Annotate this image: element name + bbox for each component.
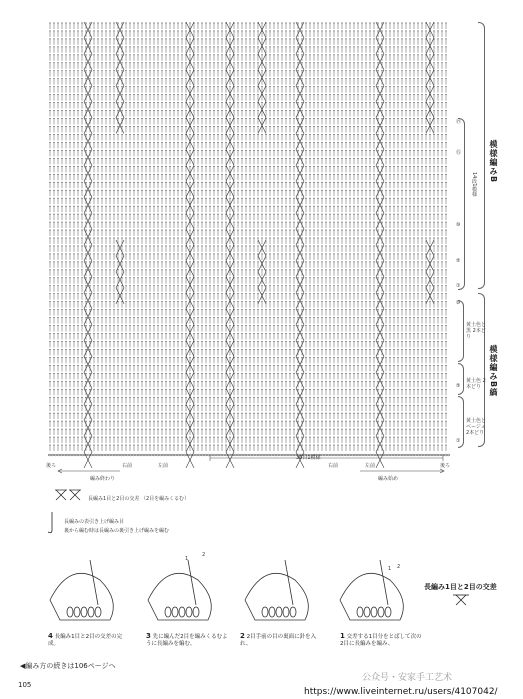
row-marker-19: ⑲: [456, 119, 462, 125]
step-caption-4: [48, 633, 133, 648]
legend-cross-text: 長編み1目と2目の交差 （2目を編みくるむ）: [88, 496, 190, 502]
watermark-text: 公众号・安家手工艺术: [362, 673, 453, 683]
legend-post-stitch-icon: [48, 512, 52, 533]
label-right-front-1: 右前: [122, 463, 133, 469]
label-left-front-2: 左前: [365, 463, 376, 469]
step-caption-3: [146, 633, 231, 648]
step-caption-1: [340, 633, 425, 648]
row-marker-5b: ⑤: [456, 383, 461, 389]
hook-num-2b: 2: [397, 564, 401, 570]
row-marker-5a: ⑤: [456, 258, 461, 264]
hook-num-2a: 2: [202, 552, 206, 558]
bracket-color-1: [458, 300, 464, 362]
row-marker-15: ⑮: [456, 150, 462, 156]
step-text-2: 2目手前の目の裏面に針を入れ、: [240, 634, 317, 647]
bracket-color-2: [458, 363, 464, 395]
step-cross-symbol-icon: [453, 595, 469, 605]
legend-post-back-text: 裏から編む時は長編みの裏引き上げ編みを編む: [64, 528, 170, 534]
label-right-front-2: 右前: [328, 463, 339, 469]
step-number-1: 1: [340, 632, 345, 640]
color-note-1: 黄土色と黒 2本どり: [466, 322, 487, 340]
step-number-3: 3: [146, 632, 151, 640]
step-text-4: 長編み1目と2目の交差の完成。: [48, 634, 123, 647]
step-text-1: 交差する1目分をとばして次の2目に長編みを編み、: [340, 634, 422, 647]
cross-motifs: [84, 22, 434, 468]
label-start-of-knitting: 編み始め: [378, 476, 399, 482]
label-left-front-1: 左前: [158, 463, 169, 469]
color-note-2: 黄土色 2本どり: [466, 378, 486, 390]
row-marker-1b: ①: [456, 438, 461, 444]
label-end-of-knitting: 編み終わり: [90, 476, 116, 482]
step-illustrations: [50, 560, 403, 620]
legend-cross-symbol-icon: [55, 490, 81, 500]
bracket-pattern-b: [478, 22, 485, 289]
continued-note: ◀編み方の続きは106ページへ: [20, 662, 116, 670]
step-title: 長編み1目と2目の交差: [424, 583, 497, 591]
step-number-4: 4: [48, 632, 53, 640]
hook-num-1b: 1: [388, 566, 392, 572]
bracket-14-rows: [458, 118, 465, 290]
legend-post-text: 長編みの表引き上げ編み目: [64, 519, 125, 525]
source-url: https://www.liveinternet.ru/users/4107042/: [304, 687, 498, 697]
section-label-pattern-b: 模様編みB: [489, 140, 498, 184]
hook-num-1a: 1: [185, 556, 189, 562]
rows-per-pattern-label: 14段1模様: [471, 172, 477, 197]
stitch-grid: [49, 23, 447, 452]
label-36-stitch-pattern: 36目1模様: [296, 455, 321, 461]
step-caption-2: [240, 633, 325, 648]
foundation-chain: [48, 454, 450, 456]
page-number: 105: [18, 681, 32, 689]
row-marker-10b: ⑩: [456, 300, 461, 306]
section-label-pattern-b-stripe: 模様編みB縞: [489, 345, 498, 398]
color-note-3: 黄土色と ベージュ 2本どり: [466, 418, 487, 436]
step-number-2: 2: [240, 632, 245, 640]
label-back-right: 後ろ: [440, 463, 451, 469]
step-text-3: 先に編んだ2目を編みくるむように長編みを編む。: [146, 634, 228, 647]
row-marker-10a: ⑩: [456, 222, 461, 228]
label-back-left: 後ろ: [46, 463, 57, 469]
row-marker-1a: ①: [456, 283, 461, 289]
